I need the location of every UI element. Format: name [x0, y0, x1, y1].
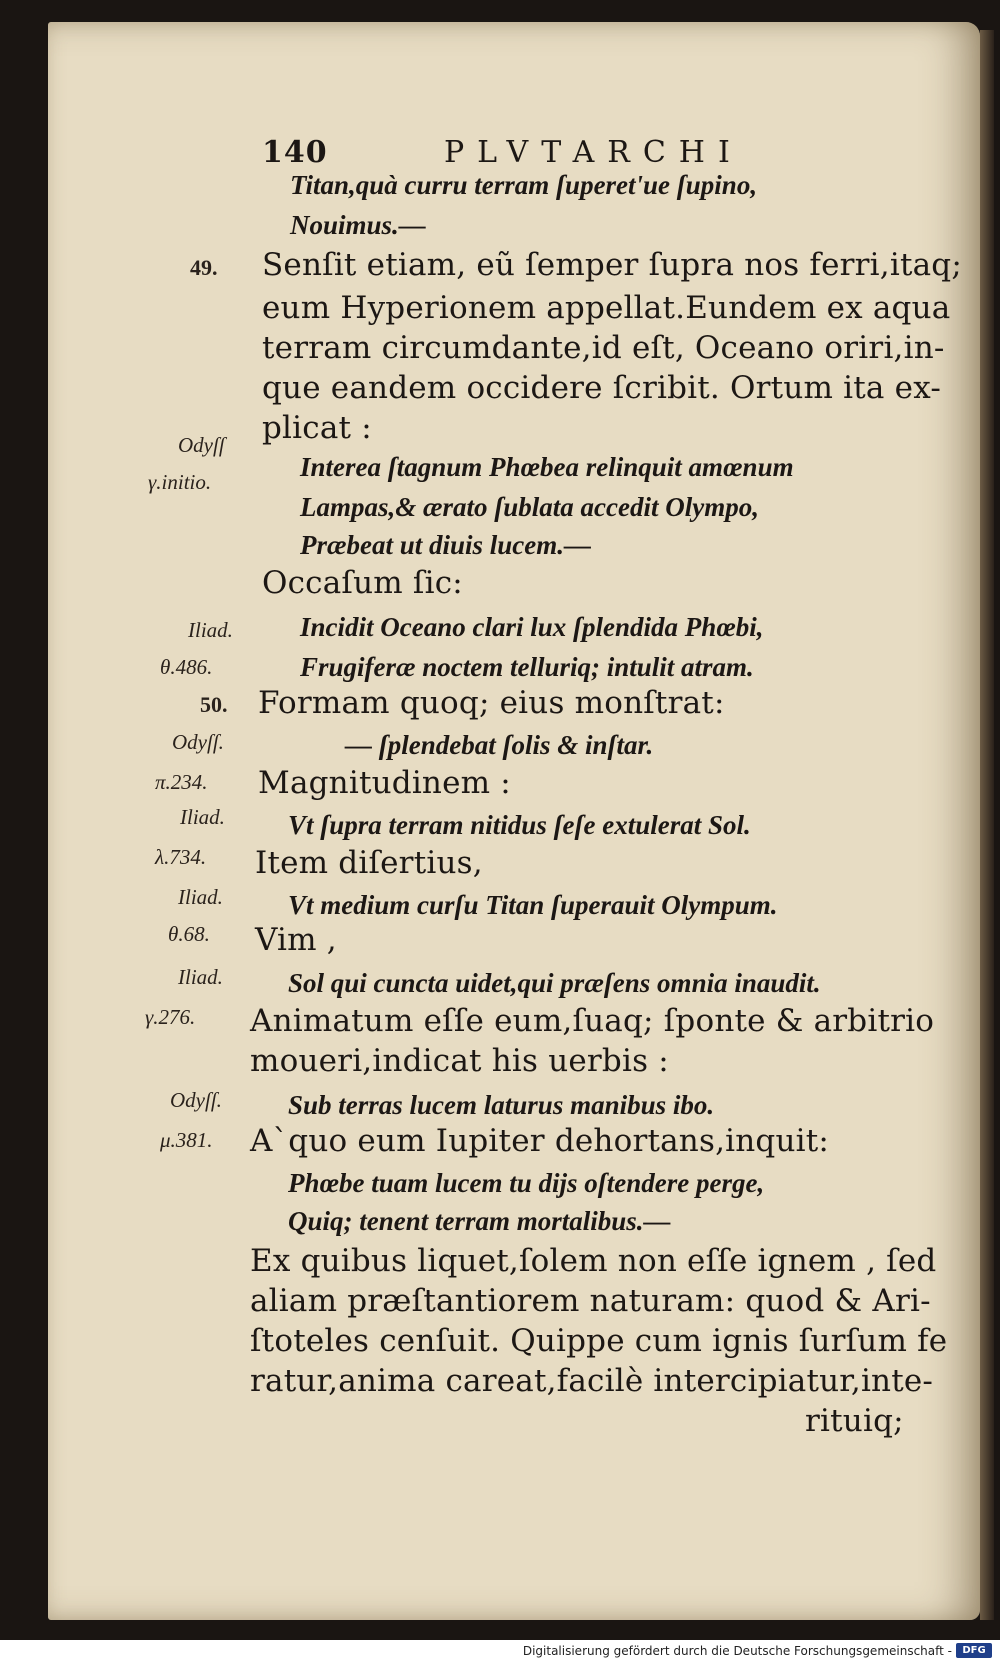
text-line: Animatum eſſe eum,ſuaq; ſponte & arbitrio — [250, 1003, 935, 1039]
margin-note: γ.276. — [145, 1005, 196, 1029]
text-line: Senſit etiam, eũ ſemper ſupra nos ferri,itaq; — [262, 247, 962, 283]
text-line: plicat : — [262, 410, 372, 446]
text-line: terram circumdante,id eſt, Oceano oriri,in- — [262, 330, 945, 366]
text-line: Phœbe tuam lucem tu dijs oſtendere perge, — [288, 1168, 765, 1198]
text-line: Vim , — [255, 922, 337, 958]
margin-note: Iliad. — [180, 805, 225, 829]
text-line: — ſplendebat ſolis & inſtar. — [345, 730, 654, 760]
page-edge — [980, 30, 994, 1620]
text-line: ratur,anima careat,facilè intercipiatur,inte- — [250, 1363, 934, 1399]
margin-note: Iliad. — [178, 965, 223, 989]
text-line: Interea ſtagnum Phœbea relinquit amœnum — [300, 452, 794, 482]
margin-note: Odyſſ. — [172, 730, 224, 754]
text-line: que eandem occidere ſcribit. Ortum ita ex- — [262, 370, 942, 406]
text-line: Occaſum ſic: — [262, 565, 463, 601]
margin-note: θ.68. — [168, 922, 210, 946]
text-line: Titan,quà curru terram ſuperet'ue ſupino, — [290, 170, 758, 200]
margin-note: Odyſſ — [178, 433, 225, 457]
text-line: Nouimus.— — [290, 210, 426, 240]
margin-note: γ.initio. — [148, 470, 212, 494]
margin-note: λ.734. — [155, 845, 207, 869]
text-line: Sol qui cuncta uidet,qui præſens omnia inaudit. — [288, 968, 821, 998]
text-line: A`quo eum Iupiter dehortans,inquit: — [250, 1123, 830, 1159]
text-line: Sub terras lucem laturus manibus ibo. — [288, 1090, 715, 1120]
text-line: Frugiferæ noctem telluriq; intulit atram. — [300, 652, 754, 682]
text-line: Vt ſupra terram nitidus ſeſe extulerat Sol. — [288, 810, 751, 840]
page-number: 140 — [262, 135, 328, 170]
dfg-logo: DFG — [956, 1643, 992, 1658]
text-line: Quiq; tenent terram mortalibus.— — [288, 1206, 671, 1236]
page-header — [262, 135, 802, 175]
text-line: Magnitudinem : — [258, 765, 511, 801]
margin-note: Iliad. — [178, 885, 223, 909]
text-line: Lampas,& ærato ſublata accedit Olympo, — [300, 492, 759, 522]
funding-credit: Digitalisierung gefördert durch die Deutsche Forschungsgemeinschaft - — [522, 1644, 952, 1658]
text-line: Formam quoq; eius monſtrat: — [258, 685, 725, 721]
margin-note: Odyſſ. — [170, 1088, 222, 1112]
margin-note: μ.381. — [160, 1128, 213, 1152]
text-line: ſtoteles cenſuit. Quippe cum ignis ſurſum fe — [250, 1323, 948, 1359]
text-line: moueri,indicat his uerbis : — [250, 1043, 669, 1079]
footer-bar — [0, 1640, 1000, 1662]
margin-note: π.234. — [155, 770, 208, 794]
margin-note: Iliad. — [188, 618, 233, 642]
text-line: Præbeat ut diuis lucem.— — [300, 530, 592, 560]
margin-note: θ.486. — [160, 655, 213, 679]
text-line: eum Hyperionem appellat.Eundem ex aqua — [262, 290, 951, 326]
text-line: aliam præſtantiorem naturam: quod & Ari- — [250, 1283, 931, 1319]
text-line: Vt medium curſu Titan ſuperauit Olympum. — [288, 890, 778, 920]
text-line: Ex quibus liquet,ſolem non eſſe ignem , ſed — [250, 1243, 937, 1279]
text-line: rituiq; — [805, 1403, 904, 1439]
text-line: Incidit Oceano clari lux ſplendida Phœbi, — [300, 612, 764, 642]
text-line: Item diſertius, — [255, 845, 483, 881]
margin-note: 49. — [190, 255, 218, 280]
running-title: PLVTARCHI — [444, 135, 743, 170]
margin-note: 50. — [200, 692, 228, 717]
